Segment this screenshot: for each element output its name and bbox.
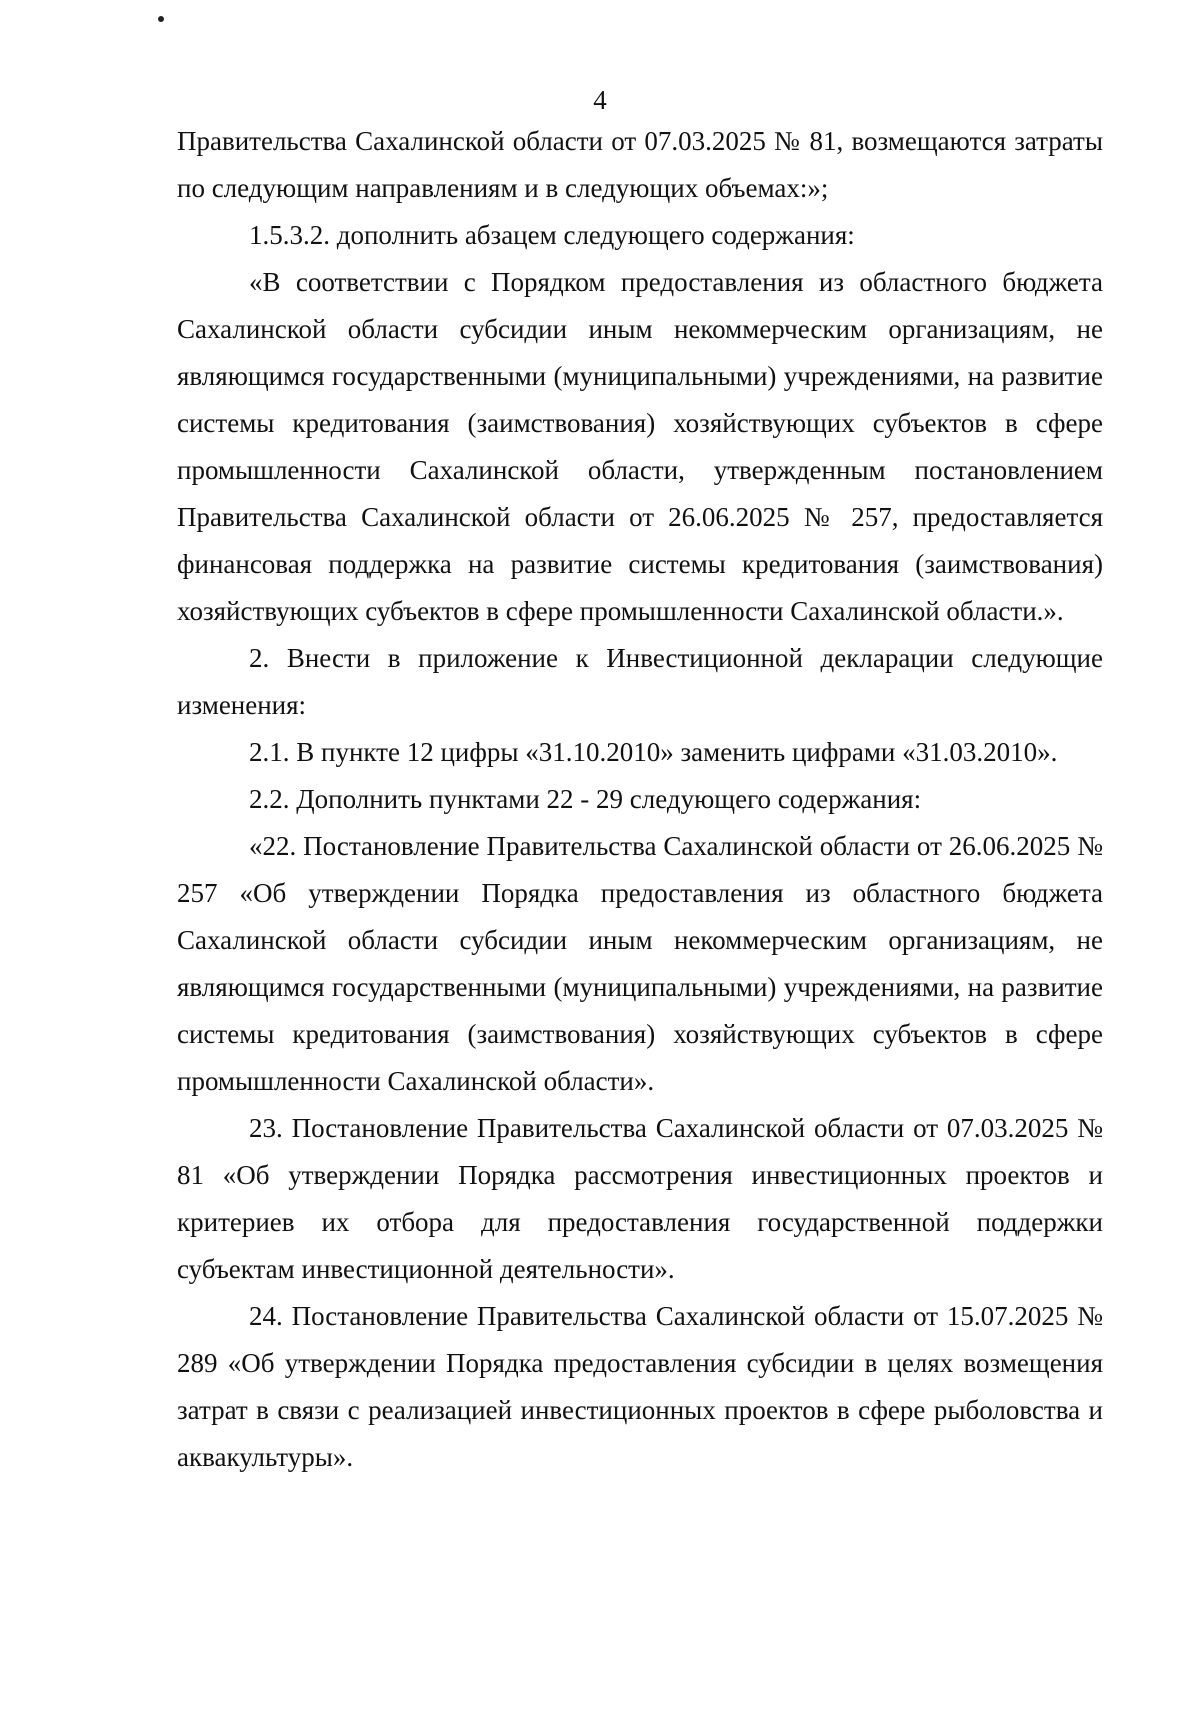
paragraph-continuation: Правительства Сахалинской области от 07.03.2025 № 81, возмещаются затраты по следующим направлениям и в следующих объемах:»; xyxy=(177,126,1103,203)
paragraph-list-item-24: 24. Постановление Правительства Сахалинской области от 15.07.2025 № 289 «Об утверждении Порядка предоставления субсидии в целях возмещения затрат в связи с реализацией инвестиционных проектов в сфере рыболовства и аквакультуры». xyxy=(177,1301,1103,1472)
paragraph-item-2-1: 2.1. В пункте 12 цифры «31.10.2010» заменить цифрами «31.03.2010». xyxy=(249,737,1058,767)
document-body xyxy=(177,118,1103,1481)
paragraph-amendment-item: 1.5.3.2. дополнить абзацем следующего содержания: xyxy=(249,220,855,250)
paragraph-item-2: 2. Внести в приложение к Инвестиционной декларации следующие изменения: xyxy=(177,643,1103,720)
paragraph-quoted-insertion: «В соответствии с Порядком предоставления из областного бюджета Сахалинской области субсидии иным некоммерческим организациям, не являющимся государственными (муниципальными) учреждениями, на развитие системы кредитования (заимствования) хозяйствующих субъектов в сфере промышленности Сахалинской области, утвержденным постановлением Правительства Сахалинской области от 26.06.2025 № 257, предоставляется финансовая поддержка на развитие системы кредитования (заимствования) хозяйствующих субъектов в сфере промышленности Сахалинской области.». xyxy=(177,267,1103,626)
paragraph-list-item-23: 23. Постановление Правительства Сахалинской области от 07.03.2025 № 81 «Об утверждении Порядка рассмотрения инвестиционных проектов и критериев их отбора для предоставления государственной поддержки субъектам инвестиционной деятельности». xyxy=(177,1113,1103,1284)
paragraph-list-item-22: «22. Постановление Правительства Сахалинской области от 26.06.2025 № 257 «Об утверждении Порядка предоставления из областного бюджета Сахалинской области субсидии иным некоммерческим организациям, не являющимся государственными (муниципальными) учреждениями, на развитие системы кредитования (заимствования) хозяйствующих субъектов в сфере промышленности Сахалинской области». xyxy=(177,831,1103,1096)
scan-speck xyxy=(158,16,164,22)
page-number: 4 xyxy=(593,85,607,115)
paragraph-item-2-2: 2.2. Дополнить пунктами 22 - 29 следующего содержания: xyxy=(249,784,922,814)
